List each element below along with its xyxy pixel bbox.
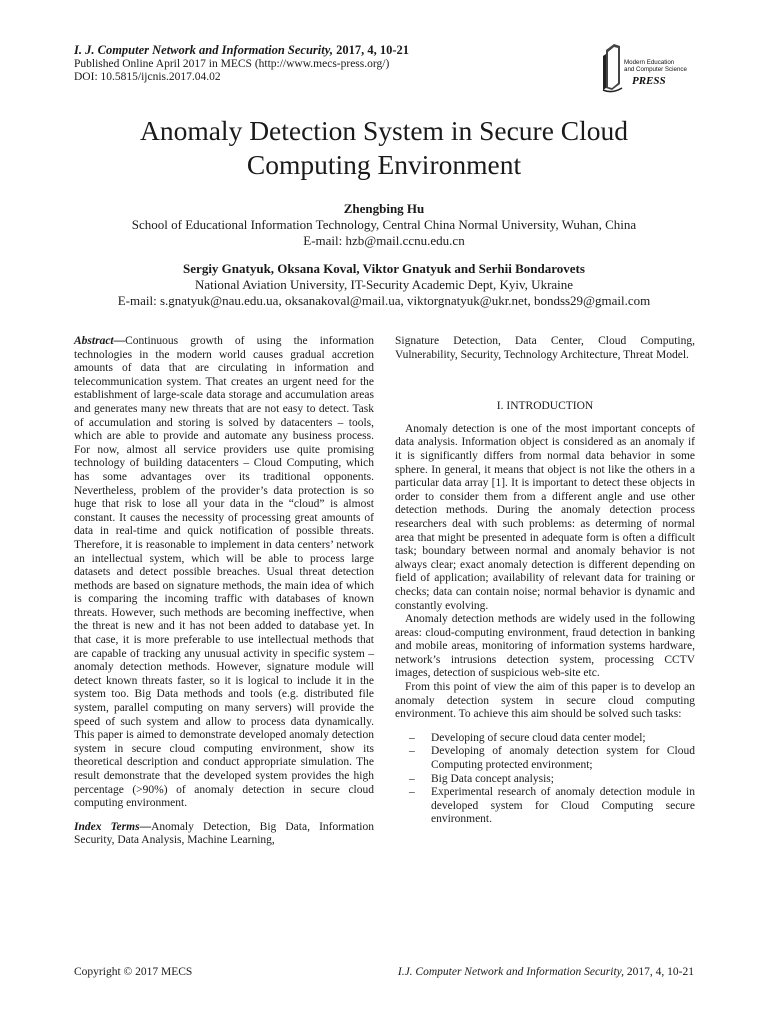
footer-copyright: Copyright © 2017 MECS bbox=[74, 966, 193, 978]
journal-title-line bbox=[74, 44, 409, 58]
author-email: E-mail: hzb@mail.ccnu.edu.cn bbox=[303, 233, 465, 248]
paper-title bbox=[60, 114, 708, 182]
index-terms bbox=[74, 821, 374, 848]
section-title-rest: NTRODUCTION bbox=[510, 400, 594, 413]
task-item: – Big Data concept analysis; bbox=[409, 772, 554, 785]
author-names: Sergiy Gnatyuk, Oksana Koval, Viktor Gnatyuk and Serhii Bondarovets bbox=[183, 261, 585, 276]
abstract-dash: — bbox=[113, 335, 126, 347]
index-terms-dash: — bbox=[139, 820, 152, 833]
journal-title: I. J. Computer Network and Information Security, bbox=[74, 43, 333, 57]
journal-issue: 2017, 4, 10-21 bbox=[336, 43, 409, 57]
logo-line1: Modern Education bbox=[624, 59, 675, 66]
footer-journal bbox=[398, 966, 694, 978]
section-heading bbox=[395, 400, 695, 414]
task-item: – Developing of anomaly detection system for Cloud Computing protected environment; bbox=[409, 745, 695, 772]
footer-journal-title: I.J. Computer Network and Information Security, bbox=[397, 966, 625, 978]
intro-paragraph-2: Anomaly detection methods are widely used in the following areas: cloud-computing environment, fraud detection in banking and mobile areas, monitoring of information systems hardware, network’s intrusions detection system, processing CCTV images, detection of suspicious web-site etc. bbox=[395, 613, 695, 680]
section-number: I. bbox=[496, 400, 504, 413]
intro-paragraph-3: From this point of view the aim of this paper is to develop an anomaly detection system in secure cloud computing environment. To achieve this aim should be solved such tasks: bbox=[395, 681, 695, 721]
title-line-1: Anomaly Detection System in Secure Cloud bbox=[139, 115, 629, 146]
task-dash: – bbox=[409, 772, 415, 785]
task-list bbox=[395, 732, 695, 827]
logo-line2: and Computer Science bbox=[624, 66, 687, 73]
intro-paragraph-1: Anomaly detection is one of the most important concepts of data analysis. Information object is considered as an anomaly if it is significantly differs from normal data behavior in some sphere. In general, it means that object is not like the others in a particular data array [1]. It is important to detect these objects in order to consider them from a different angle and use other detection methods. During the anomaly detection process researchers deal with such problems: as determing of normal area that might be presented in adequate form is often a difficult task; boundary between normal and anomaly behavior is not always clear; exact anomaly detection is different depending on field of application; availability of relevant data for training or checks; data can contain noise; normal behavior is dynamic and constantly evolving. bbox=[395, 422, 695, 612]
index-terms-continued: Signature Detection, Data Center, Cloud Computing, Vulnerability, Security, Technology Architecture, Threat Model. bbox=[395, 335, 695, 361]
author-name: Zhengbing Hu bbox=[343, 201, 425, 216]
task-dash: – bbox=[409, 786, 415, 799]
left-column bbox=[74, 335, 374, 848]
title-line-2: Computing Environment bbox=[246, 149, 522, 180]
task-dash: – bbox=[409, 731, 415, 744]
book-logo-icon bbox=[600, 40, 700, 96]
logo-line3: PRESS bbox=[632, 75, 666, 87]
footer-issue: 2017, 4, 10-21 bbox=[626, 966, 694, 978]
task-item: – Experimental research of anomaly detection module in developed system for Cloud Computing secure environment. bbox=[409, 786, 695, 826]
right-column bbox=[395, 335, 695, 827]
mecs-press-logo bbox=[600, 40, 700, 96]
section-title-first: I bbox=[506, 400, 511, 413]
journal-header bbox=[74, 44, 409, 85]
index-terms-text: Anomaly Detection, Big Data, Information Security, Data Analysis, Machine Learning, bbox=[74, 820, 374, 847]
task-item: – Developing of secure cloud data center model; bbox=[409, 731, 646, 744]
author-block-1 bbox=[40, 201, 728, 249]
task-dash: – bbox=[409, 745, 415, 758]
abstract bbox=[74, 335, 374, 811]
index-terms-label: Index Terms bbox=[74, 820, 140, 833]
abstract-text: Continuous growth of using the information technologies in the modern world causes gradual accretion amounts of data that are circulating in information and telecommunication system. That creates an urgent need for the establishment of large-scale data storage and accumulation areas and generates many new threats that are not easy to detect. Task of accumulation and storing is solved by datacenters – tools, which are able to provide and automate any business process. For now, almost all service providers use quite promising technology of building datacenters – Cloud Computing, which has some advantages over its traditional opponents. Nevertheless, problem of the provider’s data protection is so huge that risk to lose all your data in the “cloud” is almost constant. It causes the necessity of processing great amounts of data in real-time and quick notification of possible threats. Therefore, it is reasonable to implement in data centers’ network an intellectual system, which will be able to process large datasets and detect possible breaches. Usual threat detection methods are based on signature methods, the main idea of which is comparing the incoming traffic with databases of known threats. However, such methods are becoming ineffective, when the threat is new and it has not been added to database yet. In that case, it is more preferable to use intellectual methods that are capable of tracking any unusual activity in specific system – anomaly detection methods. However, signature module will detect known threats faster, so it is logical to include it in the system too. Big Data methods and tools (e.g. distributed file system, parallel computing on many servers) will provide the speed of such system and allow to process data dynamically. This paper is aimed to demonstrate developed anomaly detection system in secure cloud computing environment, show its theoretical description and conduct appropriate simulation. The result demonstrate that the developed system provides the high percentage (>90%) of anomaly detection in secure cloud computing environment. bbox=[74, 335, 374, 810]
doi-line: DOI: 10.5815/ijcnis.2017.04.02 bbox=[74, 71, 221, 83]
published-line: Published Online April 2017 in MECS (http://www.mecs-press.org/) bbox=[74, 57, 390, 70]
author-affiliation: National Aviation University, IT-Security Academic Dept, Kyiv, Ukraine bbox=[194, 277, 574, 292]
author-block-2 bbox=[40, 261, 728, 309]
author-emails: E-mail: s.gnatyuk@nau.edu.ua, oksanakoval@mail.ua, viktorgnatyuk@ukr.net, bondss29@gmail.com bbox=[117, 293, 651, 308]
abstract-label: Abstract bbox=[74, 335, 114, 347]
author-affiliation: School of Educational Information Technology, Central China Normal University, Wuhan, China bbox=[131, 217, 637, 232]
